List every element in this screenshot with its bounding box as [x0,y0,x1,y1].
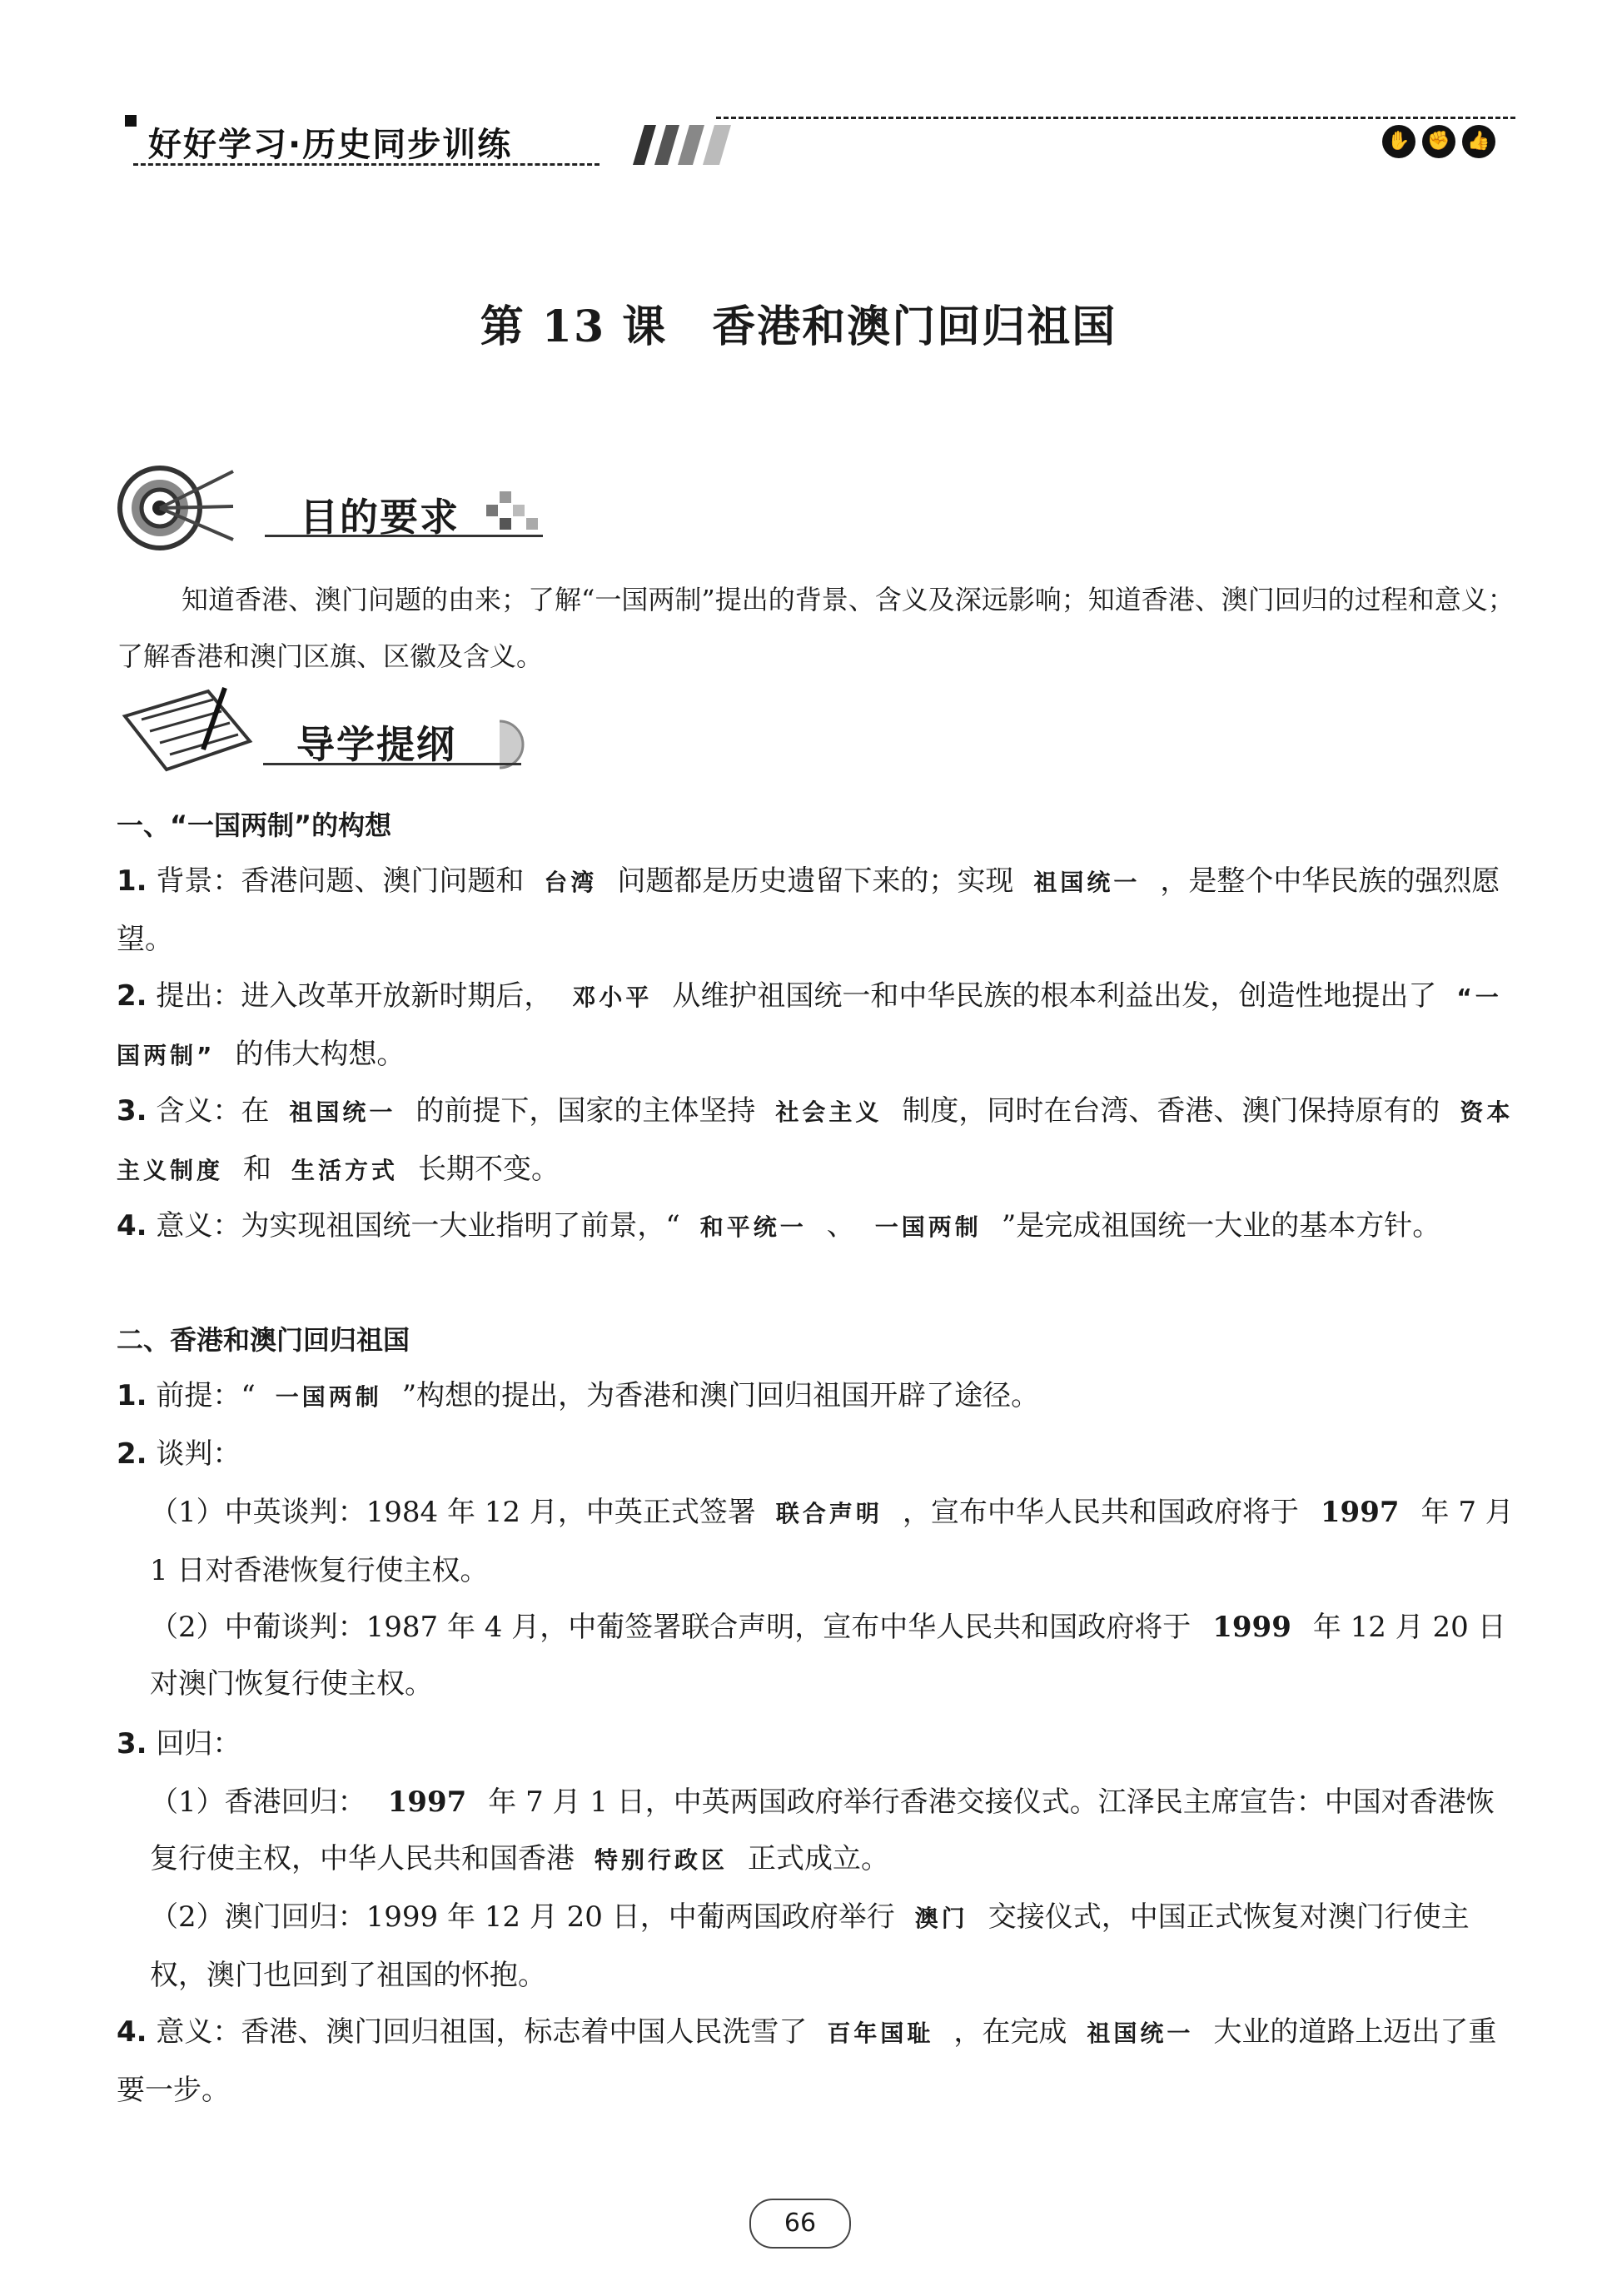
header-icons [1382,125,1495,158]
item-text: ”是完成祖国统一大业的基本方针。 [1001,1209,1441,1243]
item-number: 1. [117,864,147,898]
part2-item2-2 [150,1599,1515,1712]
item-text: 谈判： [156,1437,241,1471]
answer-blank: 1999 [1212,1611,1291,1644]
item-text: ，宣布中华人民共和国政府将于 [902,1496,1299,1529]
item-text: ”构想的提出，为香港和澳门回归祖国开辟了途径。 [401,1379,1040,1412]
part1-item1 [117,853,1515,968]
part1-title: 一、“一国两制”的构想 [117,809,392,841]
page-number: 66 [749,2199,851,2249]
part2-item3 [117,1716,1515,1772]
item-number: 4. [117,2015,147,2049]
answer-blank: 一国两制 [874,1213,982,1241]
item-text: 年 7 月 1 日对香港恢复行使主权。 [150,1496,1514,1587]
item-number: 3. [117,1094,147,1128]
item-text: 意义：香港、澳门回归祖国，标志着中国人民洗雪了 [156,2015,808,2049]
item-text: ，在完成 [953,2015,1067,2049]
header-stripes [616,123,733,167]
section-heading-objectives: 目的要求 [300,495,460,540]
item-text: 问题都是历史遗留下来的；实现 [617,864,1014,898]
header-marker [125,115,137,127]
answer-blank: 和平统一 [699,1213,807,1241]
item-number: 1. [117,1379,147,1412]
item-text: 的伟大构想。 [235,1038,405,1071]
item-text: 的前提下，国家的主体坚持 [415,1094,756,1128]
item-text: 年 7 月 1 日，中英两国政府举行香港交接仪式。江泽民主席宣告：中国对香港恢复行使主权，中华人民共和国香港 [150,1786,1495,1875]
answer-blank: 社会主义 [775,1098,883,1126]
item-text: 交接仪式，中国正式恢复对澳门行使主权，澳门也回到了祖国的怀抱。 [150,1900,1470,1992]
section-underline-objectives [265,535,543,537]
answer-blank: 1997 [387,1786,467,1819]
answer-blank: “一国两制” [117,984,1502,1069]
checker-decor [483,491,541,541]
hand-icon: ✋ [1382,125,1415,158]
part2-item4 [117,2004,1515,2119]
item-text: 制度，同时在台湾、香港、澳门保持原有的 [902,1094,1440,1128]
part2-item2-1 [150,1484,1515,1599]
objectives-text: 知道香港、澳门问题的由来；了解“一国两制”提出的背景、含义及深远影响；知道香港、澳门回归的过程和意义；了解香港和澳门区旗、区徽及含义。 [117,584,1515,672]
answer-blank: 联合声明 [775,1500,883,1527]
item-number: 4. [117,1209,147,1243]
part1-item4 [117,1198,1515,1256]
item-text: 提出：进入改革开放新时期后， [156,979,553,1013]
part1-item2 [117,968,1515,1084]
item-text: 年 12 月 20 日对澳门恢复行使主权。 [150,1611,1506,1701]
item-number: 3. [117,1727,147,1761]
item-text: 和 [243,1153,272,1186]
answer-blank: 1997 [1320,1496,1400,1529]
item-text: （2）中葡谈判：1987 年 4 月，中葡签署联合声明，宣布中华人民共和国政府将于 [150,1611,1192,1644]
answer-blank: 祖国统一 [289,1098,396,1126]
answer-blank: 生活方式 [291,1157,399,1184]
part2-item2 [117,1426,1515,1482]
thumb-icon: 👍 [1462,125,1495,158]
item-text: （2）澳门回归：1999 年 12 月 20 日，中葡两国政府举行 [150,1900,895,1934]
item-text: 意义：为实现祖国统一大业指明了前景，“ [156,1209,680,1243]
item-text: 正式成立。 [748,1842,890,1875]
half-circle-decor [491,720,533,769]
target-icon [117,456,241,556]
item-text: 回归： [156,1727,241,1761]
series-title: 好好学习·历史同步训练 [148,126,513,164]
item-text: 大业的道路上迈出了重要一步。 [117,2015,1497,2107]
item-text: 从维护祖国统一和中华民族的根本利益出发，创造性地提出了 [672,979,1437,1013]
part2-item1 [117,1367,1515,1426]
answer-blank: 邓小平 [572,984,653,1011]
paper-pen-icon [117,683,258,774]
section-underline-outline [263,763,521,765]
item-text: 长期不变。 [418,1153,560,1186]
answer-blank: 台湾 [544,869,598,896]
answer-blank: 澳门 [914,1905,968,1932]
header-divider-left [133,163,599,166]
part2-item3-2 [150,1889,1515,2004]
item-text: ，是整个中华民族的强烈愿望。 [117,864,1500,956]
answer-blank: 祖国统一 [1033,869,1141,896]
part2-title: 二、香港和澳门回归祖国 [117,1324,410,1356]
answer-blank: 一国两制 [275,1383,382,1411]
item-text: 背景：香港问题、澳门问题和 [156,864,525,898]
item-text: （1）中英谈判：1984 年 12 月，中英正式签署 [150,1496,756,1529]
answer-blank: 资本主义制度 [117,1098,1514,1184]
item-text: 、 [826,1209,855,1243]
item-text: （1）香港回归： [150,1786,366,1819]
header-divider-right [716,117,1515,119]
answer-blank: 百年国耻 [827,2020,934,2047]
lesson-title: 第 13 课 香港和澳门回归祖国 [480,301,1117,352]
part2-item3-1 [150,1774,1515,1889]
section-heading-outline: 导学提纲 [296,722,456,767]
item-text: 前提：“ [156,1379,256,1412]
answer-blank: 祖国统一 [1087,2020,1194,2047]
item-number: 2. [117,1437,147,1471]
item-text: 含义：在 [156,1094,270,1128]
item-number: 2. [117,979,147,1013]
answer-blank: 特别行政区 [595,1846,729,1874]
part1-item3 [117,1083,1515,1199]
fist-icon: ✊ [1422,125,1455,158]
